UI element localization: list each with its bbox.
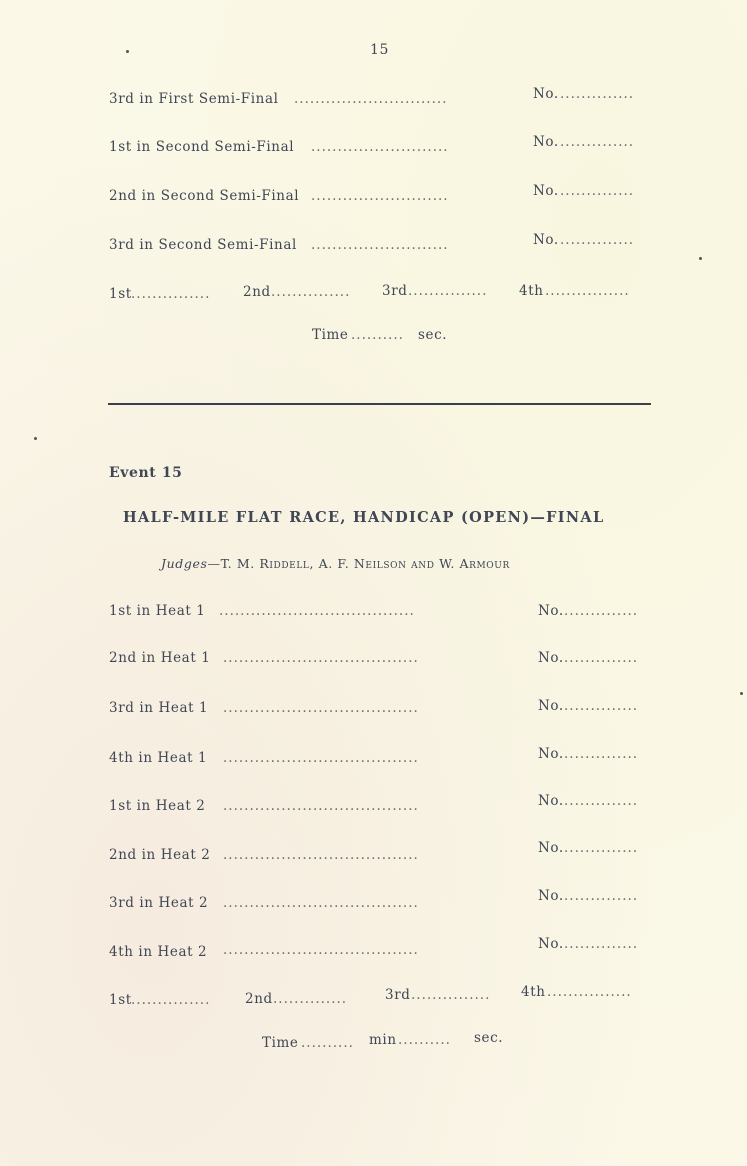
heat-entry-no-dots: .............. — [564, 840, 639, 856]
heat-entry-no: No. — [538, 746, 564, 762]
heat-entry-label: 1st in Heat 2 — [109, 798, 206, 814]
heat-entry-dots: ..................................... — [223, 942, 419, 958]
heat-entry-label: 1st in Heat 1 — [109, 603, 206, 619]
heat-entry-label: 2nd in Heat 2 — [109, 847, 211, 863]
time-unit: sec. — [418, 327, 448, 343]
placing-2nd: 2nd — [243, 284, 271, 300]
heat-entry-dots: ..................................... — [223, 700, 419, 716]
heat-entry-no: No. — [538, 603, 564, 619]
time-dots: .......... — [301, 1035, 354, 1051]
heat-entry-no: No. — [538, 840, 564, 856]
placing-dots: ................ — [547, 984, 632, 1000]
placing-dots: ................ — [545, 283, 630, 299]
placing-dots: .............. — [273, 991, 348, 1007]
entry-no: No. — [533, 183, 559, 199]
time-label: Time — [312, 327, 349, 343]
heat-entry-no: No. — [538, 698, 564, 714]
entry-label: 1st in Second Semi-Final — [109, 139, 295, 155]
placing-dots: ............... — [271, 284, 351, 300]
paper-speck — [699, 257, 702, 260]
time-sec: sec. — [474, 1030, 504, 1046]
time-dots: .......... — [351, 327, 404, 343]
heat-entry-no-dots: .............. — [564, 888, 639, 904]
judges-names: T. M. Riddell, A. F. Neilson and W. Armour — [220, 556, 510, 571]
event-label: Event 15 — [109, 465, 183, 481]
entry-no: No. — [533, 134, 559, 150]
paper-speck — [740, 692, 743, 695]
placing-4th: 4th — [521, 984, 546, 1000]
page-number: 15 — [370, 42, 390, 58]
paper-speck — [34, 437, 37, 440]
heat-entry-label: 2nd in Heat 1 — [109, 650, 211, 666]
judges-prefix: Judges— — [161, 556, 221, 571]
heat-entry-dots: ..................................... — [223, 650, 419, 666]
heat-entry-no: No. — [538, 936, 564, 952]
heat-entry-dots: ..................................... — [223, 798, 419, 814]
entry-no: No. — [533, 232, 559, 248]
placing-dots: ............... — [131, 286, 211, 302]
heat-entry-label: 4th in Heat 1 — [109, 750, 208, 766]
entry-label: 3rd in Second Semi-Final — [109, 237, 297, 253]
event-title: HALF-MILE FLAT RACE, HANDICAP (OPEN)—FINAL — [123, 509, 605, 526]
placing-3rd: 3rd — [385, 987, 411, 1003]
placing-1st: 1st — [109, 992, 132, 1008]
heat-entry-no-dots: .............. — [564, 698, 639, 714]
placing-dots: ............... — [411, 987, 491, 1003]
heat-entry-label: 3rd in Heat 1 — [109, 700, 209, 716]
entry-dots: .......................... — [311, 237, 449, 253]
entry-dots: ............................. — [294, 91, 448, 107]
heat-entry-no-dots: .............. — [564, 746, 639, 762]
heat-entry-no: No. — [538, 793, 564, 809]
placing-dots: ............... — [408, 283, 488, 299]
heat-entry-no: No. — [538, 650, 564, 666]
time-dots: .......... — [398, 1032, 451, 1048]
paper-speck — [126, 50, 129, 53]
heat-entry-dots: ..................................... — [223, 750, 419, 766]
entry-no: No. — [533, 86, 559, 102]
entry-dots: .......................... — [311, 139, 449, 155]
heat-entry-dots: ..................................... — [223, 847, 419, 863]
heat-entry-label: 3rd in Heat 2 — [109, 895, 209, 911]
heat-entry-no-dots: .............. — [564, 793, 639, 809]
entry-no-dots: .............. — [560, 134, 635, 150]
entry-no-dots: .............. — [560, 183, 635, 199]
entry-no-dots: .............. — [560, 86, 635, 102]
time-min: min — [369, 1032, 397, 1048]
entry-no-dots: .............. — [560, 232, 635, 248]
placing-3rd: 3rd — [382, 283, 408, 299]
heat-entry-dots: ..................................... — [219, 603, 415, 619]
judges-line — [161, 556, 510, 571]
section-divider — [108, 403, 651, 405]
entry-label: 2nd in Second Semi-Final — [109, 188, 300, 204]
heat-entry-dots: ..................................... — [223, 895, 419, 911]
entry-dots: .......................... — [311, 188, 449, 204]
placing-4th: 4th — [519, 283, 544, 299]
heat-entry-no-dots: .............. — [564, 650, 639, 666]
entry-label: 3rd in First Semi-Final — [109, 91, 279, 107]
heat-entry-no: No. — [538, 888, 564, 904]
heat-entry-no-dots: .............. — [564, 603, 639, 619]
placing-1st: 1st — [109, 286, 132, 302]
placing-2nd: 2nd — [245, 991, 273, 1007]
placing-dots: ............... — [131, 992, 211, 1008]
heat-entry-no-dots: .............. — [564, 936, 639, 952]
heat-entry-label: 4th in Heat 2 — [109, 944, 208, 960]
time-label: Time — [262, 1035, 299, 1051]
